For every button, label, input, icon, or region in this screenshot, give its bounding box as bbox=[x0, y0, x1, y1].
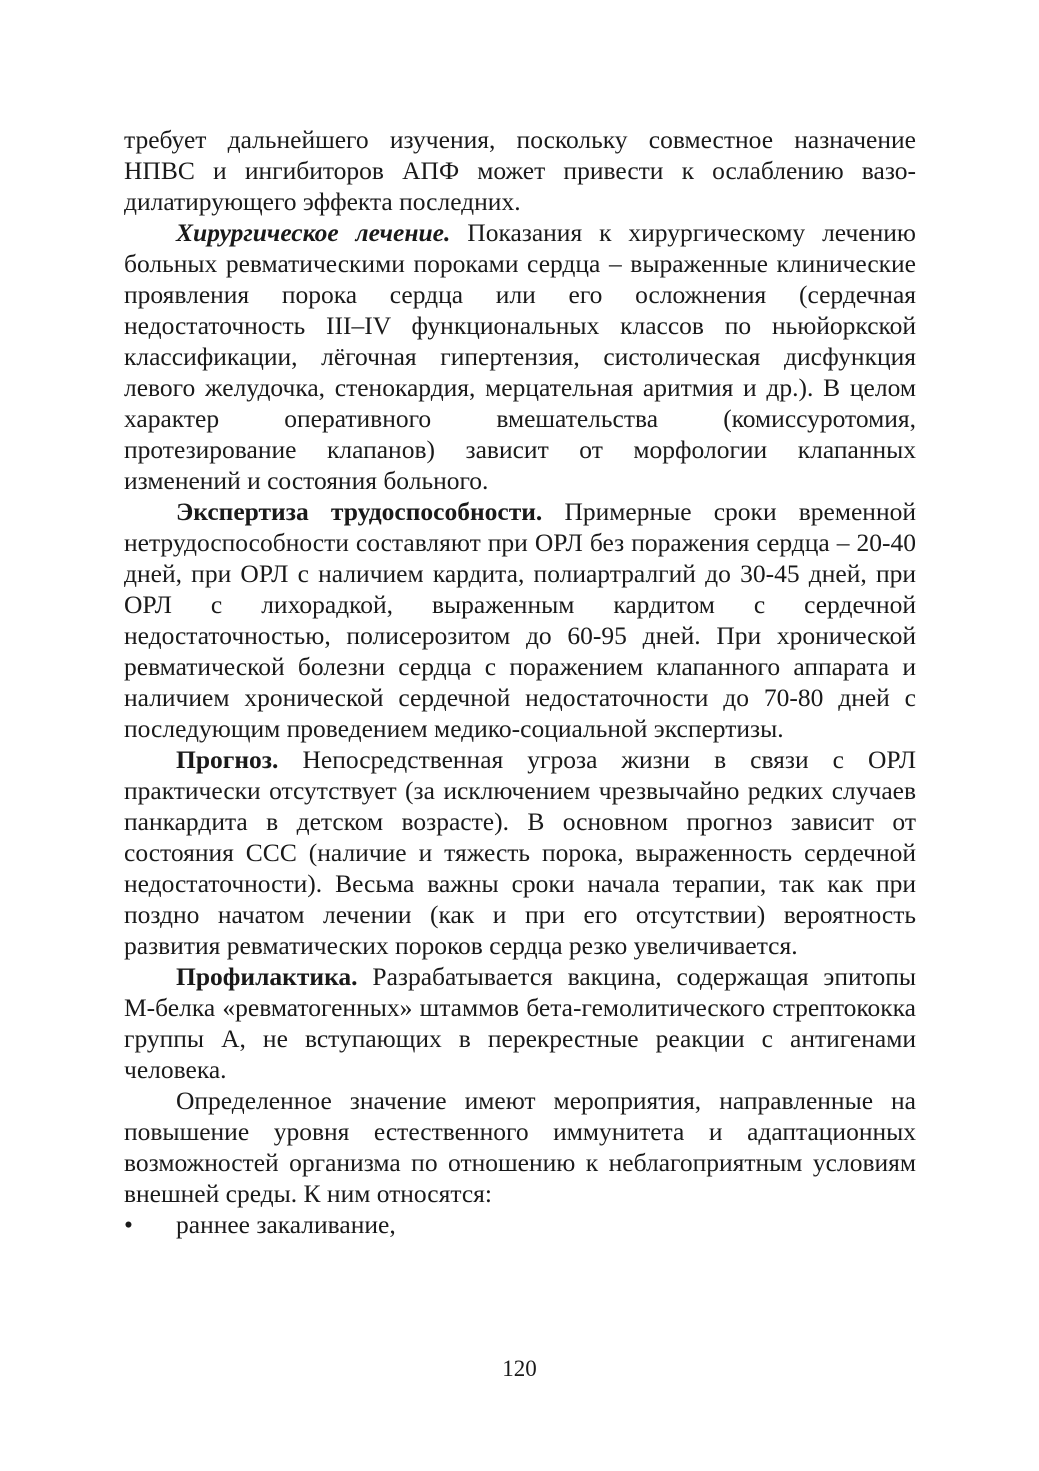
section-heading-surgical-treatment: Хирургическое лечение. bbox=[176, 218, 451, 247]
section-heading-work-capacity: Экспертиза трудоспособности. bbox=[176, 497, 543, 526]
paragraph-work-capacity bbox=[124, 496, 916, 744]
section-heading-prevention: Профилактика. bbox=[176, 962, 358, 991]
list-item bbox=[124, 1209, 916, 1240]
section-heading-prognosis: Прогноз. bbox=[176, 745, 279, 774]
paragraph-text: Разрабатывается вакцина, содержащая эпитопы М-белка «ревматогенных» штаммов бета-гемолитического стрептококка группы А, не вступающих в перекрестные реакции с антигенами человека. bbox=[124, 962, 916, 1084]
paragraph-surgical-treatment bbox=[124, 217, 916, 496]
paragraph-text: Примерные сроки временной нетрудоспособности составляют при ОРЛ без поражения сердца – 20-40 дней, при ОРЛ с наличием кардита, полиартралгий до 30-45 дней, при ОРЛ с лихорадкой, выраженным кардитом с сердечной недостаточностью, полисерозитом до 60-95 дней. При хронической ревматической болезни сердца с поражением клапанного аппарата и наличием хронической сердечной недостаточности до 70-80 дней с последующим проведением медико-социальной экспертизы. bbox=[124, 497, 916, 743]
bullet-list bbox=[124, 1209, 916, 1240]
list-item-text: раннее закаливание, bbox=[176, 1210, 396, 1239]
paragraph-text: Непосредственная угроза жизни в связи с ОРЛ практически отсутствует (за исключением чрезвычайно редких случаев панкардита в детском возрасте). В основном прогноз зависит от состояния ССС (наличие и тяжесть порока, выраженность сердечной недостаточности). Весьма важны сроки начала терапии, так как при поздно начатом лечении (как и при его отсутствии) вероятность развития ревматических пороков сердца резко увеличивается. bbox=[124, 745, 916, 960]
paragraph-text: требует дальнейшего изучения, поскольку совместное назначение НПВС и ингибиторов АПФ может привести к ослаблению вазодилатирующего эффекта последних. bbox=[124, 125, 916, 216]
bullet-icon: • bbox=[124, 1210, 133, 1239]
paragraph-continuation bbox=[124, 124, 916, 217]
page-body bbox=[124, 124, 916, 1240]
paragraph-text: Показания к хирургическому лечению больных ревматическими пороками сердца – выраженные клинические проявления порока сердца или его осложнения (сердечная недостаточность III–IV функциональных классов по ньюйоркской классификации, лёгочная гипертензия, систолическая дисфункция левого желудочка, стенокардия, мерцательная аритмия и др.). В целом характер оперативного вмешательства (комиссуротомия, протезирование клапанов) зависит от морфологии клапанных изменений и состояния больного. bbox=[124, 218, 916, 495]
page-number: 120 bbox=[502, 1356, 537, 1381]
paragraph-prevention bbox=[124, 961, 916, 1085]
paragraph-prognosis bbox=[124, 744, 916, 961]
paragraph-measures bbox=[124, 1085, 916, 1209]
paragraph-text: Определенное значение имеют мероприятия, направленные на повышение уровня естественного иммунитета и адаптационных возможностей организма по отношению к неблагоприятным условиям внешней среды. К ним относятся: bbox=[124, 1086, 916, 1208]
